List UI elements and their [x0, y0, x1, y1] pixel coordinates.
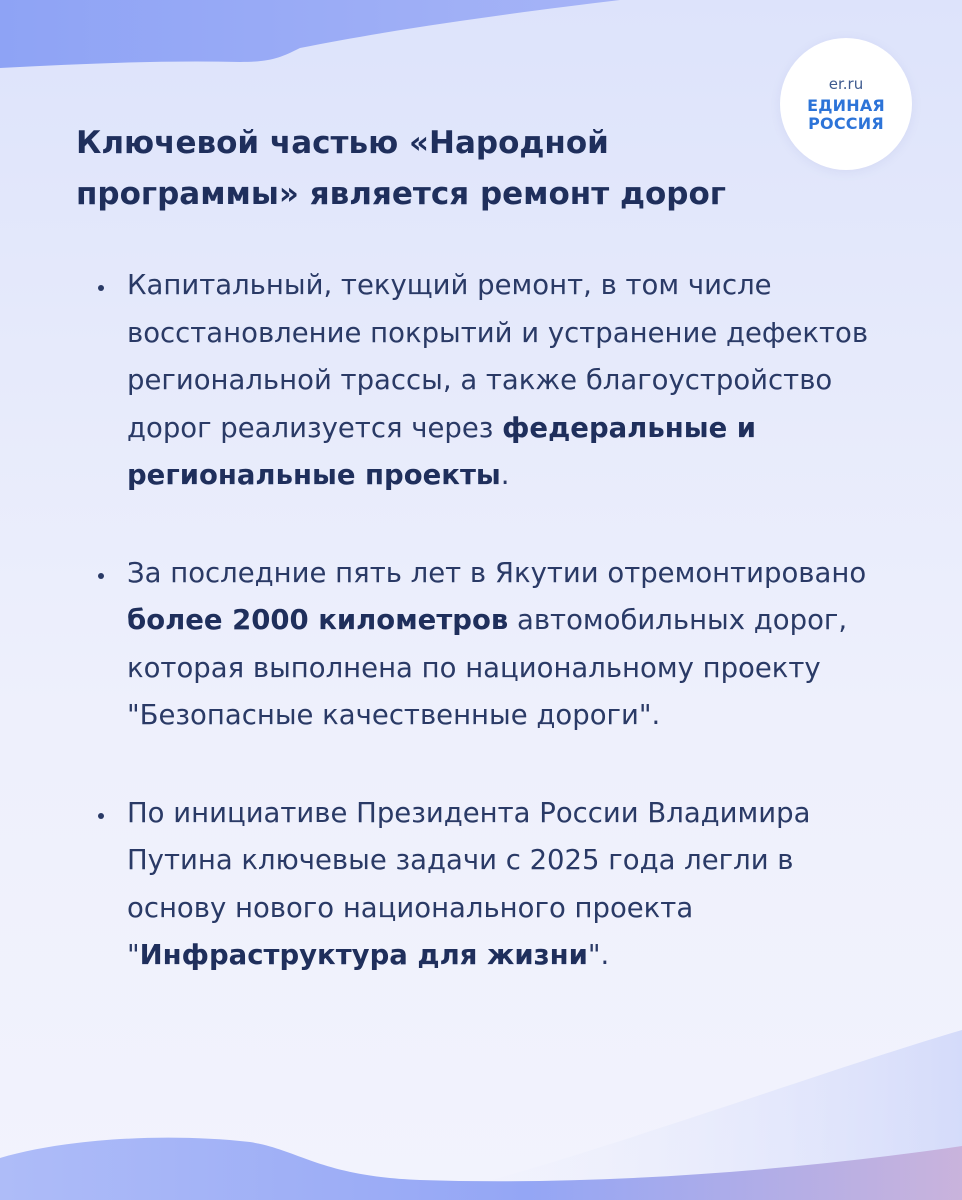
- bullet-2-bold: более 2000 километров: [127, 604, 509, 636]
- title-line1: Ключевой частью «Народной: [76, 125, 609, 161]
- bullet-1-bold: федеральные и региональные проекты: [127, 411, 757, 491]
- bullet-2-text-start: За последние пять лет в Якутии отремонтировано: [127, 556, 867, 589]
- bullet-item-1: [96, 262, 896, 500]
- bullet-item-3: [96, 790, 896, 980]
- bullet-3-bold: Инфраструктура для жизни: [139, 939, 588, 971]
- bullet-2-text-end: автомобильных дорог, которая выполнена по национальному проекту "Безопасные качественные дороги".: [127, 604, 848, 731]
- logo-site: er.ru: [828, 75, 864, 93]
- title-line2: программы» является ремонт дорог: [76, 176, 726, 212]
- bullet-list: [96, 262, 896, 1030]
- logo-name-line1: ЕДИНАЯ: [807, 96, 885, 115]
- bullet-text-3: [127, 790, 896, 980]
- bullet-dot-icon: [98, 285, 104, 291]
- top-wave: [0, 0, 620, 68]
- bullet-1-text-start: Капитальный, текущий ремонт, в том числе восстановление покрытий и устранение дефектов региональной трассы, а также благоустройство дорог реализуется через: [127, 269, 869, 444]
- bullet-3-text-start: По инициативе Президента России Владимира Путина ключевые задачи с 2025 года легли в основу нового национального проекта ": [127, 796, 811, 971]
- logo-name-line2: РОССИЯ: [808, 114, 884, 133]
- bullet-item-2: [96, 550, 896, 740]
- bullet-3-text-end: ".: [587, 939, 610, 971]
- bullet-1-text-end: .: [500, 459, 510, 491]
- bullet-dot-icon: [98, 813, 104, 819]
- bullet-text-2: [127, 550, 896, 740]
- bullet-dot-icon: [98, 573, 104, 579]
- page-title: [76, 118, 836, 220]
- bullet-text-1: [127, 262, 896, 500]
